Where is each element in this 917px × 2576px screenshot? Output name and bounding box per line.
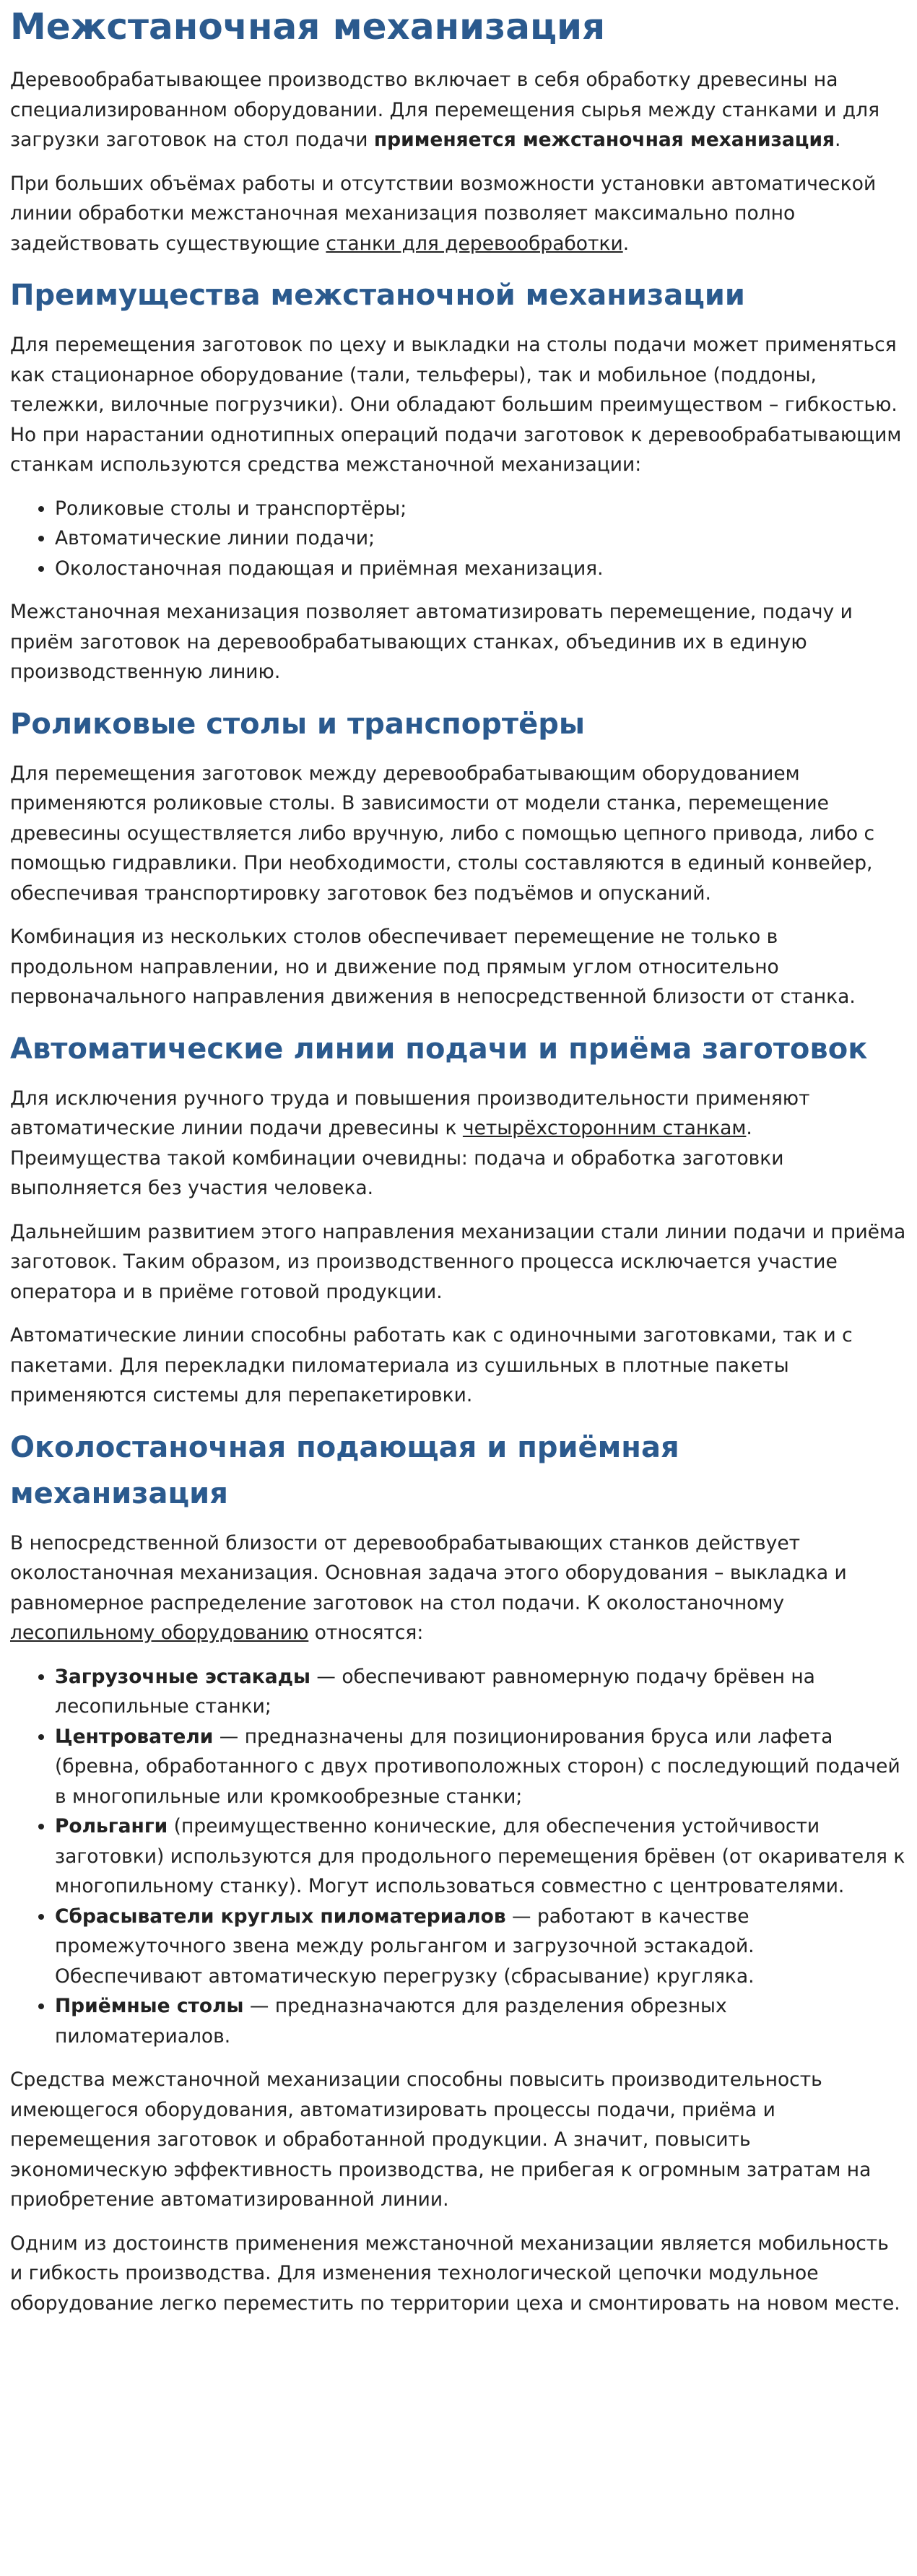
near-paragraph-1 xyxy=(10,1528,907,1648)
auto-paragraph-2: Дальнейшим развитием этого направления механизации стали линии подачи и приёма заготовок. Таким образом, из производственного процесса исключается участие оператора и в приёме готовой продукции. xyxy=(10,1220,906,1303)
near-paragraph-2: Средства межстаночной механизации способны повысить производительность имеющегося оборудования, автоматизировать процессы подачи, приёма и перемещения заготовок и обработанной продукции. А значит, повысить экономическую эффективность производства, не прибегая к огромным затратам на приобретение автоматизированной линии. xyxy=(10,2068,872,2211)
advantages-list xyxy=(10,494,907,584)
list-item xyxy=(55,1722,907,1812)
list-item xyxy=(55,1662,907,1722)
near-list xyxy=(10,1662,907,2052)
near-paragraph-3: Одним из достоинств применения межстаночной механизации является мобильность и гибкость производства. Для изменения технологической цепочки модульное оборудование легко переместить по территории цеха и смонтировать на новом месте. xyxy=(10,2232,900,2315)
intro-text-2: При больших объёмах работы и отсутствии возможности установки автоматической линии обработки межстаночная механизация позволяет максимально полно задействовать существующие xyxy=(10,172,877,255)
advantages-paragraph-1: Для перемещения заготовок по цеху и выкладки на столы подачи может применяться как стационарное оборудование (тали, тельферы), так и мобильное (поддоны, тележки, вилочные погрузчики). Они обладают большим преимуществом – гибкостью. Но при нарастании однотипных операций подачи заготовок к деревообрабатывающим станкам используются средства межстаночной механизации: xyxy=(10,334,902,476)
roller-paragraph-2: Комбинация из нескольких столов обеспечивает перемещение не только в продольном направлении, но и движение под прямым углом относительно первоначального направления движения в непосредственной близости от станка. xyxy=(10,926,856,1008)
near-text-1: В непосредственной близости от деревообрабатывающих станков действует околостаночная механизация. Основная задача этого оборудования – выкладка и равномерное распределение заготовок на стол подачи. К околостаночному xyxy=(10,1531,847,1614)
page-title: Межстаночная механизация xyxy=(10,6,606,48)
list-item-text: (преимущественно конические, для обеспечения устойчивости заготовки) используются для продольного перемещения брёвен (от окаривателя к многопильному станку). Могут использоваться совместно с центрователями. xyxy=(55,1815,905,1897)
heading-automatic-lines: Автоматические линии подачи и приёма заготовок xyxy=(10,1032,868,1066)
list-item: • Околостаночная подающая и приёмная механизация. xyxy=(55,554,907,584)
auto-text-1: Для исключения ручного труда и повышения производительности применяют автоматические линии подачи древесины к xyxy=(10,1087,810,1139)
list-item-term: Рольганги xyxy=(55,1815,168,1837)
heading-near-machine: Околостаночная подающая и приёмная механизация xyxy=(10,1430,679,1510)
list-item: • Автоматические линии подачи; xyxy=(55,523,907,554)
intro-end-2: . xyxy=(622,232,630,255)
list-item xyxy=(55,1991,907,2051)
intro-paragraph-1 xyxy=(10,65,907,155)
link-woodworking-machines[interactable]: станки для деревообработки xyxy=(326,232,623,255)
intro-paragraph-2 xyxy=(10,169,907,259)
list-item-term: Центрователи xyxy=(55,1725,214,1748)
link-four-sided-machines[interactable]: четырёхсторонним станкам xyxy=(462,1117,747,1139)
list-item-text: — работают в качестве промежуточного звена между рольгангом и загрузочной эстакадой. Обеспечивают автоматическую перегрузку (сбрасывание) кругляка. xyxy=(55,1905,755,1988)
list-item-text: — предназначаются для разделения обрезных пиломатериалов. xyxy=(55,1995,727,2048)
roller-paragraph-1: Для перемещения заготовок между деревообрабатывающим оборудованием применяются роликовые столы. В зависимости от модели станка, перемещение древесины осуществляется либо вручную, либо с помощью цепного привода, либо с помощью гидравлики. При необходимости, столы составляются в единый конвейер, обеспечивая транспортировку заготовок без подъёмов и опусканий. xyxy=(10,762,875,905)
auto-paragraph-1 xyxy=(10,1084,907,1204)
intro-bold-1: применяется межстаночная механизация xyxy=(373,129,835,151)
link-sawmill-equipment[interactable]: лесопильному оборудованию xyxy=(10,1622,309,1644)
advantages-paragraph-2: Межстаночная механизация позволяет автоматизировать перемещение, подачу и приём заготовок на деревообрабатывающих станках, объединив их в единую производственную линию. xyxy=(10,601,853,683)
list-item-text: — предназначены для позиционирования бруса или лафета (бревна, обработанного с двух противоположных сторон) с последующий подачей в многопильные или кромкообрезные станки; xyxy=(55,1725,900,1808)
heading-advantages: Преимущества межстаночной механизации xyxy=(10,279,745,312)
intro-text-1: Деревообрабатывающее производство включает в себя обработку древесины на специализированном оборудовании. Для перемещения сырья между станками и для загрузки заготовок на стол подачи xyxy=(10,69,880,151)
auto-end-1: . Преимущества такой комбинации очевидны: подача и обработка заготовки выполняется без участия человека. xyxy=(10,1117,784,1199)
list-item-term: Приёмные столы xyxy=(55,1995,244,2017)
list-item xyxy=(55,1902,907,1992)
list-item-term: Сбрасыватели круглых пиломатериалов xyxy=(55,1905,506,1928)
list-item-text: — обеспечивают равномерную подачу брёвен на лесопильные станки; xyxy=(55,1665,815,1718)
heading-roller-tables: Роликовые столы и транспортёры xyxy=(10,707,586,741)
auto-paragraph-3: Автоматические линии способны работать как с одиночными заготовками, так и с пакетами. Для перекладки пиломатериала из сушильных в плотные пакеты применяются системы для перепакетировки. xyxy=(10,1324,853,1406)
near-end-1: относятся: xyxy=(308,1622,424,1644)
list-item-term: Загрузочные эстакады xyxy=(55,1665,310,1688)
intro-end-1: . xyxy=(835,129,841,151)
list-item: • Роликовые столы и транспортёры; xyxy=(55,494,907,524)
list-item xyxy=(55,1811,907,1902)
